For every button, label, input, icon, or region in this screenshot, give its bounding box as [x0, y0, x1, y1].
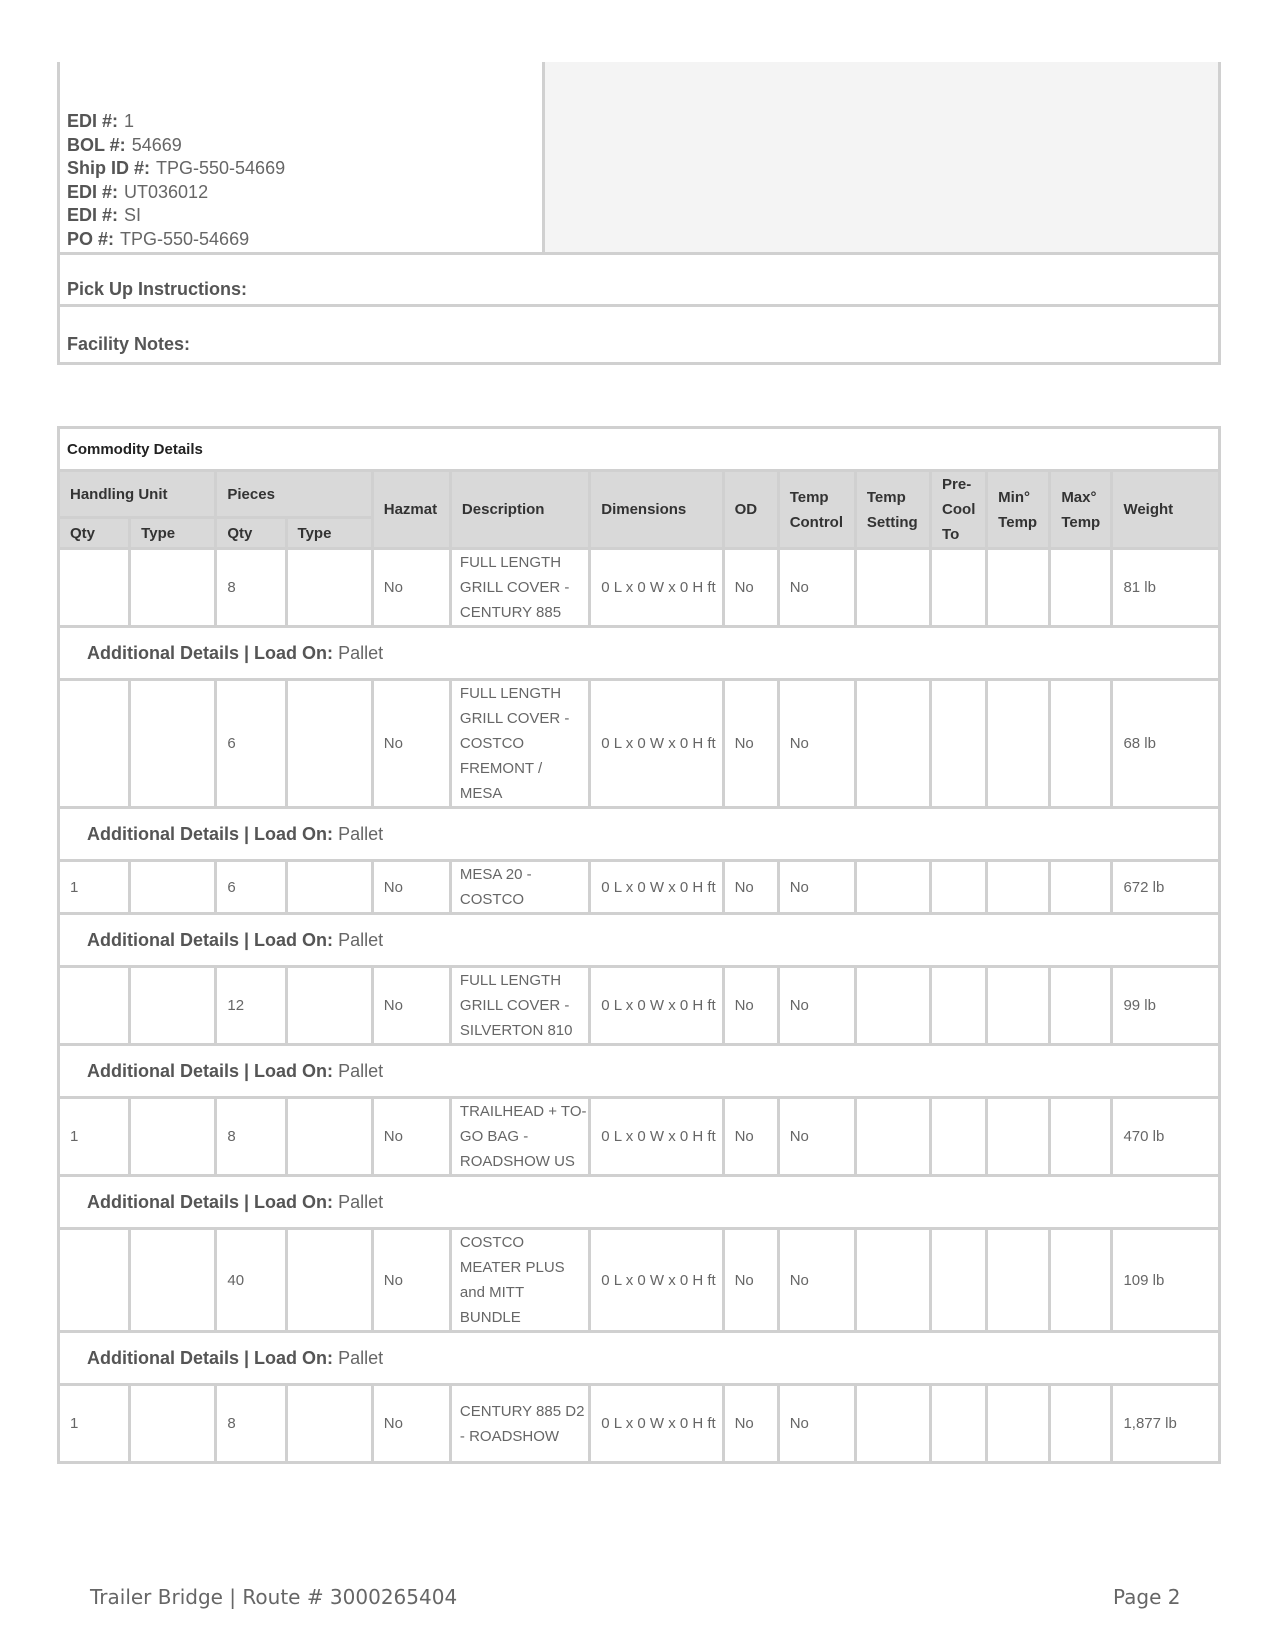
hu-qty-cell — [59, 680, 130, 808]
pre-cool-cell — [931, 680, 987, 808]
pieces-qty-cell: 8 — [216, 1385, 286, 1463]
min-temp-cell — [987, 1385, 1050, 1463]
pieces-qty-header: Qty — [216, 518, 286, 549]
pre-cool-cell — [931, 967, 987, 1045]
facility-notes-row: Facility Notes: — [67, 334, 191, 354]
hazmat-cell: No — [372, 861, 450, 914]
min-temp-cell — [987, 1098, 1050, 1176]
od-cell: No — [723, 549, 778, 627]
pieces-qty-cell: 8 — [216, 1098, 286, 1176]
table-row — [59, 1385, 1220, 1463]
identifier-po: PO #: TPG-550-54669 — [67, 228, 250, 249]
temp-control-cell: No — [778, 549, 855, 627]
shipment-info-box — [57, 62, 1221, 365]
table-row — [59, 967, 1220, 1045]
pieces-qty-cell: 8 — [216, 549, 286, 627]
pieces-type-cell — [286, 967, 372, 1045]
temp-control-header: Temp Control — [778, 471, 855, 549]
additional-details-row — [59, 627, 1220, 680]
od-cell: No — [723, 680, 778, 808]
max-temp-cell — [1050, 549, 1112, 627]
description-cell: MESA 20 - COSTCO — [450, 861, 589, 914]
od-cell: No — [723, 1385, 778, 1463]
hu-qty-cell — [59, 1229, 130, 1332]
identifier-list — [67, 110, 285, 251]
table-row — [59, 1229, 1220, 1332]
pre-cool-header: Pre-Cool To — [931, 471, 987, 549]
additional-details-label: Additional Details | Load On: — [87, 1347, 334, 1368]
max-temp-header: Max° Temp — [1050, 471, 1112, 549]
identifier-bol: BOL #: 54669 — [67, 134, 182, 155]
od-cell: No — [723, 1229, 778, 1332]
hazmat-cell: No — [372, 680, 450, 808]
hu-type-cell — [130, 549, 216, 627]
od-header: OD — [723, 471, 778, 549]
handling-unit-header: Handling Unit — [59, 471, 216, 518]
weight-cell: 672 lb — [1112, 861, 1220, 914]
identifier-edi-2: EDI #: UT036012 — [67, 181, 209, 202]
additional-details-row — [59, 1176, 1220, 1229]
load-on-value: Pallet — [338, 1191, 384, 1212]
hu-qty-cell: 1 — [59, 1385, 130, 1463]
pieces-qty-cell: 6 — [216, 861, 286, 914]
hazmat-header: Hazmat — [372, 471, 450, 549]
pieces-type-header: Type — [286, 518, 372, 549]
temp-setting-cell — [855, 680, 930, 808]
weight-cell: 81 lb — [1112, 549, 1220, 627]
additional-details-label: Additional Details | Load On: — [87, 929, 334, 950]
hu-type-cell — [130, 680, 216, 808]
pieces-type-cell — [286, 549, 372, 627]
dimensions-cell: 0 L x 0 W x 0 H ft — [590, 967, 723, 1045]
footer-route-info: Trailer Bridge | Route # 3000265404 — [90, 1585, 458, 1609]
min-temp-cell — [987, 1229, 1050, 1332]
pieces-qty-cell: 12 — [216, 967, 286, 1045]
hazmat-cell: No — [372, 549, 450, 627]
temp-control-cell: No — [778, 1098, 855, 1176]
od-cell: No — [723, 861, 778, 914]
load-on-value: Pallet — [338, 1347, 384, 1368]
temp-control-cell: No — [778, 861, 855, 914]
hu-type-cell — [130, 861, 216, 914]
identifier-ship-id: Ship ID #: TPG-550-54669 — [67, 158, 286, 178]
temp-setting-cell — [855, 1098, 930, 1176]
identifier-panel — [60, 62, 545, 252]
dimensions-cell: 0 L x 0 W x 0 H ft — [590, 1098, 723, 1176]
additional-details-row — [59, 914, 1220, 967]
pieces-type-cell — [286, 1385, 372, 1463]
weight-cell: 68 lb — [1112, 680, 1220, 808]
pre-cool-cell — [931, 861, 987, 914]
hu-qty-cell — [59, 549, 130, 627]
load-on-value: Pallet — [338, 1060, 384, 1081]
pre-cool-cell — [931, 549, 987, 627]
additional-details-label: Additional Details | Load On: — [87, 642, 334, 663]
pieces-type-cell — [286, 1229, 372, 1332]
hu-type-cell — [130, 1098, 216, 1176]
hu-type-cell — [130, 967, 216, 1045]
load-on-value: Pallet — [338, 642, 384, 663]
temp-control-cell: No — [778, 1385, 855, 1463]
pieces-qty-cell: 6 — [216, 680, 286, 808]
commodity-details-table — [57, 426, 1221, 1464]
additional-details-label: Additional Details | Load On: — [87, 1191, 334, 1212]
additional-details-row — [59, 808, 1220, 861]
pieces-qty-cell: 40 — [216, 1229, 286, 1332]
max-temp-cell — [1050, 861, 1112, 914]
min-temp-cell — [987, 680, 1050, 808]
temp-setting-cell — [855, 967, 930, 1045]
pre-cool-cell — [931, 1229, 987, 1332]
identifier-edi-1: EDI #: 1 — [67, 111, 135, 131]
hazmat-cell: No — [372, 1385, 450, 1463]
description-cell: COSTCO MEATER PLUS and MITT BUNDLE — [450, 1229, 589, 1332]
dimensions-cell: 0 L x 0 W x 0 H ft — [590, 1385, 723, 1463]
pieces-type-cell — [286, 680, 372, 808]
weight-cell: 109 lb — [1112, 1229, 1220, 1332]
hu-type-cell — [130, 1229, 216, 1332]
pieces-type-cell — [286, 861, 372, 914]
dimensions-header: Dimensions — [590, 471, 723, 549]
min-temp-cell — [987, 967, 1050, 1045]
pickup-instructions-row: Pick Up Instructions: — [60, 255, 1218, 307]
pre-cool-cell — [931, 1385, 987, 1463]
weight-cell: 1,877 lb — [1112, 1385, 1220, 1463]
additional-details-row — [59, 1332, 1220, 1385]
hu-type-cell — [130, 1385, 216, 1463]
temp-control-cell: No — [778, 1229, 855, 1332]
pre-cool-cell — [931, 1098, 987, 1176]
description-cell: FULL LENGTH GRILL COVER - COSTCO FREMONT / MESA — [450, 680, 589, 808]
table-row — [59, 549, 1220, 627]
hu-qty-cell: 1 — [59, 861, 130, 914]
temp-setting-cell — [855, 861, 930, 914]
table-row — [59, 1098, 1220, 1176]
weight-cell: 470 lb — [1112, 1098, 1220, 1176]
additional-details-row — [59, 1045, 1220, 1098]
load-on-value: Pallet — [338, 823, 384, 844]
load-on-value: Pallet — [338, 929, 384, 950]
dimensions-cell: 0 L x 0 W x 0 H ft — [590, 680, 723, 808]
temp-setting-cell — [855, 1385, 930, 1463]
description-cell: TRAILHEAD + TO-GO BAG - ROADSHOW US — [450, 1098, 589, 1176]
temp-control-cell: No — [778, 680, 855, 808]
temp-control-cell: No — [778, 967, 855, 1045]
table-row — [59, 861, 1220, 914]
max-temp-cell — [1050, 967, 1112, 1045]
min-temp-cell — [987, 861, 1050, 914]
dimensions-cell: 0 L x 0 W x 0 H ft — [590, 1229, 723, 1332]
max-temp-cell — [1050, 680, 1112, 808]
hazmat-cell: No — [372, 1098, 450, 1176]
identifier-edi-3: EDI #: SI — [67, 205, 142, 225]
temp-setting-cell — [855, 1229, 930, 1332]
description-cell: FULL LENGTH GRILL COVER - SILVERTON 810 — [450, 967, 589, 1045]
additional-details-label: Additional Details | Load On: — [87, 1060, 334, 1081]
description-header: Description — [450, 471, 589, 549]
hazmat-cell: No — [372, 1229, 450, 1332]
dimensions-cell: 0 L x 0 W x 0 H ft — [590, 549, 723, 627]
description-cell: FULL LENGTH GRILL COVER - CENTURY 885 — [450, 549, 589, 627]
footer-page-number: Page 2 — [1113, 1585, 1181, 1609]
min-temp-header: Min° Temp — [987, 471, 1050, 549]
shipment-info-top-row — [60, 62, 1218, 255]
weight-cell: 99 lb — [1112, 967, 1220, 1045]
empty-info-panel — [545, 62, 1218, 252]
dimensions-cell: 0 L x 0 W x 0 H ft — [590, 861, 723, 914]
pieces-header: Pieces — [216, 471, 372, 518]
description-cell: CENTURY 885 D2 - ROADSHOW — [450, 1385, 589, 1463]
od-cell: No — [723, 1098, 778, 1176]
commodity-details-title: Commodity Details — [59, 428, 1220, 471]
max-temp-cell — [1050, 1229, 1112, 1332]
max-temp-cell — [1050, 1385, 1112, 1463]
min-temp-cell — [987, 549, 1050, 627]
handling-unit-type-header: Type — [130, 518, 216, 549]
temp-setting-header: Temp Setting — [855, 471, 930, 549]
hu-qty-cell — [59, 967, 130, 1045]
pieces-type-cell — [286, 1098, 372, 1176]
handling-unit-qty-header: Qty — [59, 518, 130, 549]
temp-setting-cell — [855, 549, 930, 627]
additional-details-label: Additional Details | Load On: — [87, 823, 334, 844]
od-cell: No — [723, 967, 778, 1045]
hazmat-cell: No — [372, 967, 450, 1045]
hu-qty-cell: 1 — [59, 1098, 130, 1176]
weight-header: Weight — [1112, 471, 1220, 549]
table-row — [59, 680, 1220, 808]
max-temp-cell — [1050, 1098, 1112, 1176]
